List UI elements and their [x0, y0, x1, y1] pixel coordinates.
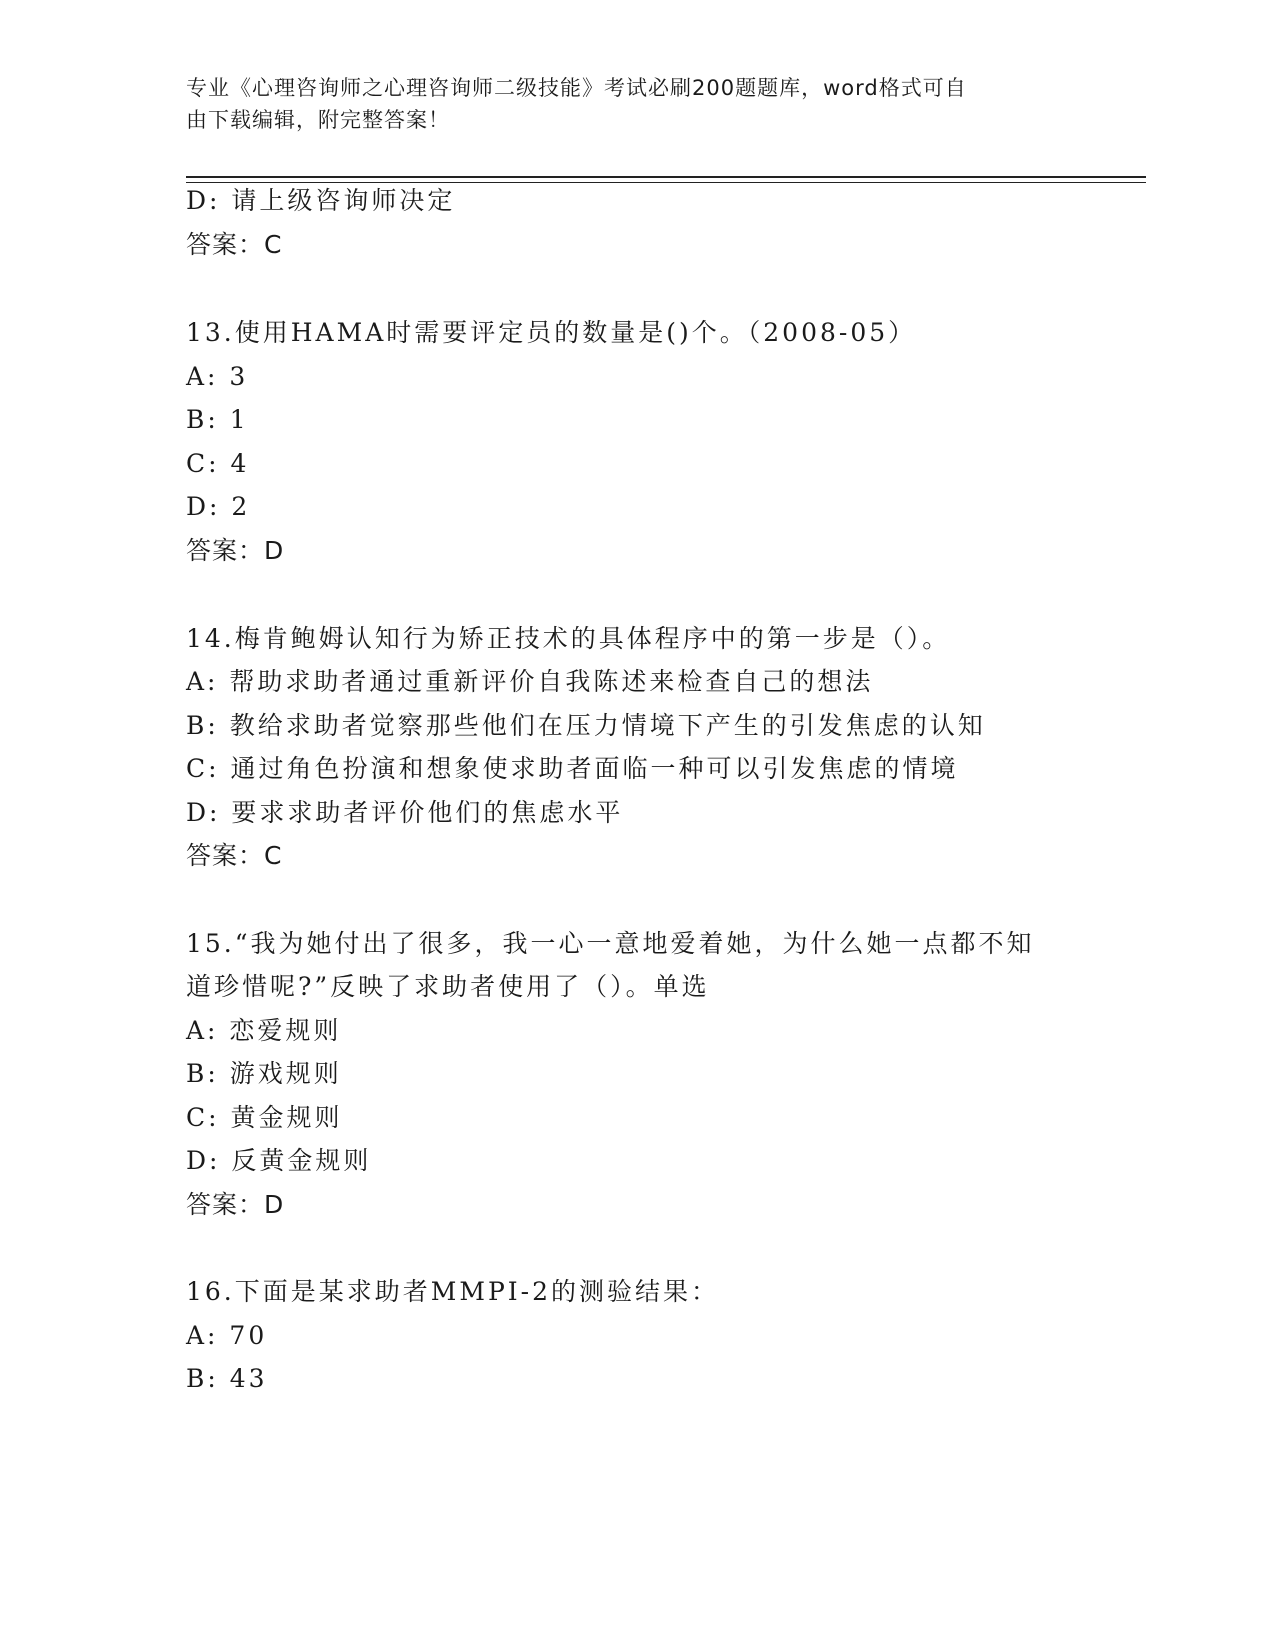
q15-stem-line-1: 15.“我为她付出了很多，我一心一意地爱着她，为什么她一点都不知 — [186, 929, 1035, 958]
q13-option-a: A: 3 — [186, 362, 249, 391]
header-divider-thick — [186, 176, 1146, 178]
header-line-1: 专业《心理咨询师之心理咨询师二级技能》考试必刷200题题库，word格式可自 — [186, 76, 967, 100]
q14-answer: 答案：C — [186, 841, 283, 870]
q12-option-d: D: 请上级咨询师决定 — [186, 186, 456, 215]
q13-option-b: B: 1 — [186, 405, 249, 434]
q16-stem: 16.下面是某求助者MMPI-2的测验结果： — [186, 1277, 720, 1306]
q15-option-a: A: 恋爱规则 — [186, 1016, 342, 1045]
q14-option-c: C: 通过角色扮演和想象使求助者面临一种可以引发焦虑的情境 — [186, 754, 959, 783]
q16-option-b: B: 43 — [186, 1364, 268, 1393]
q14-option-d: D: 要求求助者评价他们的焦虑水平 — [186, 798, 624, 827]
q14-stem: 14.梅肯鲍姆认知行为矫正技术的具体程序中的第一步是（）。 — [186, 624, 951, 653]
q13-answer: 答案：D — [186, 536, 285, 565]
q15-stem-line-2: 道珍惜呢?”反映了求助者使用了（）。单选 — [186, 972, 710, 1001]
header-divider-thin — [186, 182, 1146, 183]
q16-option-a: A: 70 — [186, 1321, 268, 1350]
header-line-2: 由下载编辑，附完整答案！ — [186, 108, 450, 132]
q15-answer: 答案：D — [186, 1190, 285, 1219]
q13-stem: 13.使用HAMA时需要评定员的数量是()个。（2008-05） — [186, 318, 917, 347]
q13-option-c: C: 4 — [186, 449, 250, 478]
q14-option-b: B: 教给求助者觉察那些他们在压力情境下产生的引发焦虑的认知 — [186, 711, 986, 740]
q14-option-a: A: 帮助求助者通过重新评价自我陈述来检查自己的想法 — [186, 667, 874, 696]
q12-answer: 答案：C — [186, 230, 283, 259]
document-header — [186, 72, 1066, 136]
q15-option-b: B: 游戏规则 — [186, 1059, 342, 1088]
q13-option-d: D: 2 — [186, 492, 251, 521]
q15-option-d: D: 反黄金规则 — [186, 1146, 372, 1175]
q15-option-c: C: 黄金规则 — [186, 1103, 343, 1132]
